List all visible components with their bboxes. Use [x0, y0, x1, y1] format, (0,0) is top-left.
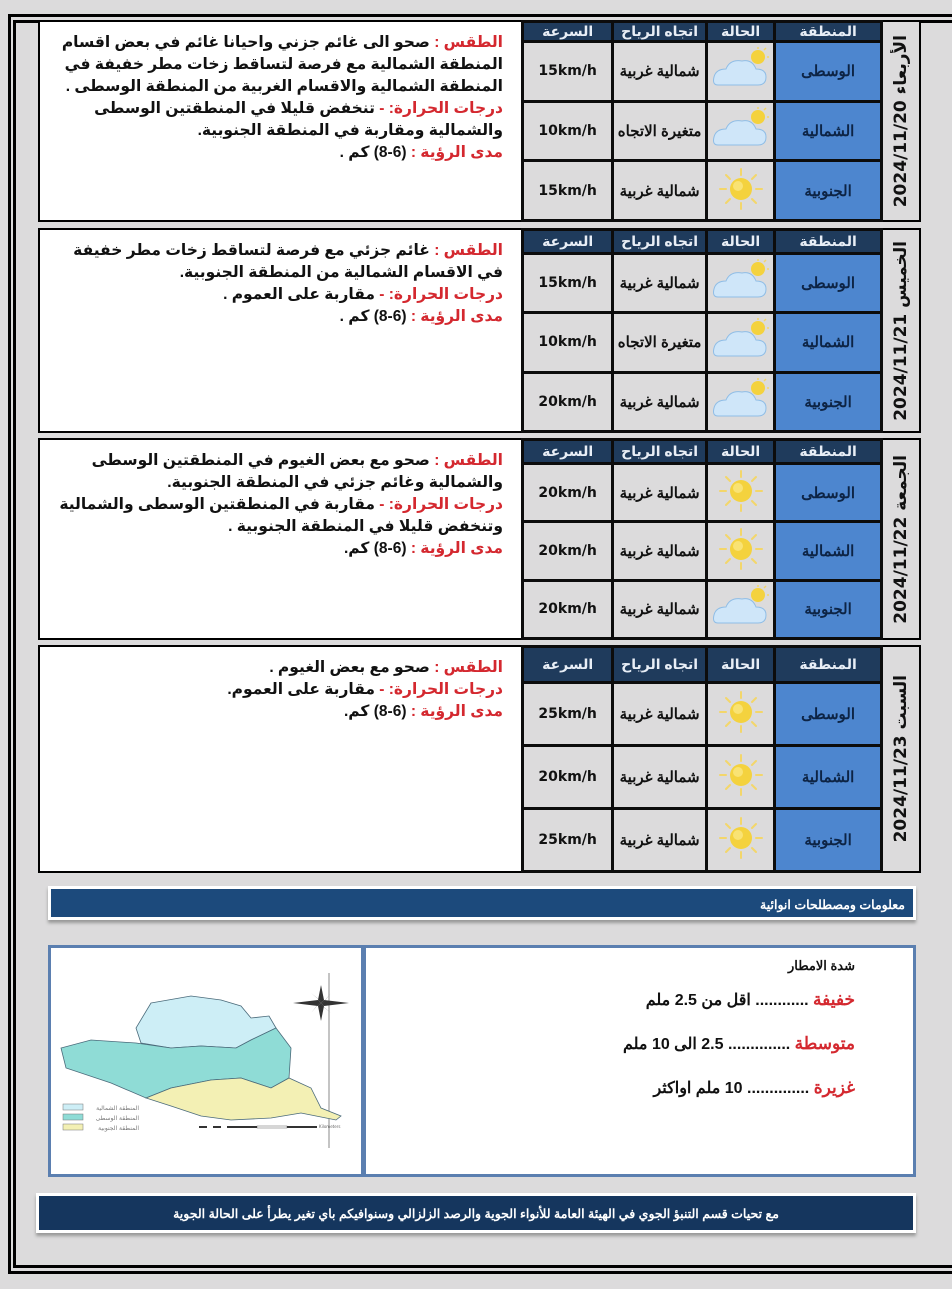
- condition-cell: [706, 161, 774, 221]
- visibility-text: (6-8) كم.: [343, 703, 407, 720]
- condition-cell: [706, 42, 774, 102]
- scale-bar: [199, 1124, 340, 1129]
- forecast-table-wrap: [521, 20, 921, 222]
- wind-speed-cell: 20km/h: [523, 580, 613, 638]
- day-forecast-block: [38, 438, 911, 640]
- sunny-icon: [712, 500, 770, 517]
- temperature-line: [52, 98, 503, 142]
- weather-text: غائم جزئي مع فرصة لتساقط زخات مطر خفيفة في الاقسام الشمالية من المنطقة الجنوبية.: [73, 242, 503, 281]
- legend-north: المنطقة الشمالية: [96, 1105, 139, 1112]
- temperature-line: [52, 679, 503, 701]
- weather-label: الطقس :: [434, 452, 503, 469]
- partly-cloudy-icon: [712, 616, 770, 633]
- visibility-line: [52, 306, 503, 328]
- table-header-row: [523, 647, 882, 683]
- wind-direction-cell: شمالية غربية: [613, 683, 707, 746]
- rain-intensity-value: اقل من 2.5 ملم: [645, 992, 751, 1009]
- header-wind-direction: اتجاه الرياح: [613, 440, 707, 464]
- temperature-line: [52, 494, 503, 538]
- rain-dots: ..............: [747, 1080, 810, 1097]
- weather-line: [52, 32, 503, 98]
- rain-intensity-value: 2.5 الى 10 ملم: [622, 1036, 724, 1053]
- forecast-table-wrap: [521, 438, 921, 640]
- temperature-text: تنخفض قليلا في المنطقتين الوسطى والشمالية ومقاربة في المنطقة الجنوبية.: [94, 100, 503, 139]
- visibility-text: (6-8) كم.: [343, 540, 407, 557]
- visibility-label: مدى الرؤية :: [410, 144, 503, 161]
- table-header-row: [523, 230, 882, 254]
- visibility-label: مدى الرؤية :: [410, 540, 503, 557]
- wind-direction-cell: شمالية غربية: [613, 254, 707, 313]
- day-date: الخميس 2024/11/21: [891, 240, 911, 421]
- condition-cell: [706, 254, 774, 313]
- sunny-icon: [712, 558, 770, 575]
- condition-cell: [706, 683, 774, 746]
- rain-dots: ............: [755, 992, 809, 1009]
- weather-line: [52, 450, 503, 494]
- table-header-row: [523, 440, 882, 464]
- header-region: المنطقة: [775, 230, 882, 254]
- partly-cloudy-icon: [712, 349, 770, 366]
- forecast-table: [521, 645, 883, 873]
- temperature-text: مقاربة على العموم .: [223, 286, 375, 303]
- temperature-line: [52, 284, 503, 306]
- partly-cloudy-icon: [712, 138, 770, 155]
- table-header-row: [523, 22, 882, 42]
- day-forecast-block: [38, 228, 911, 433]
- rain-intensity-item: [366, 1078, 855, 1098]
- condition-cell: [706, 580, 774, 638]
- day-date: السبت 2024/11/23: [891, 675, 911, 843]
- rain-intensity-label: متوسطة: [794, 1034, 855, 1053]
- weather-label: الطقس :: [434, 34, 503, 51]
- weather-label: الطقس :: [434, 659, 503, 676]
- compass-rose-icon: [293, 985, 349, 1021]
- date-column: [883, 438, 921, 640]
- table-row: [523, 746, 882, 809]
- forecast-description: [38, 228, 521, 433]
- iraq-map: [51, 948, 361, 1174]
- region-cell: الوسطى: [775, 683, 882, 746]
- rain-intensity-panel: [364, 945, 916, 1177]
- date-column: [883, 20, 921, 222]
- wind-direction-cell: متغيرة الاتجاه: [613, 101, 707, 161]
- forecast-table: [521, 228, 883, 433]
- region-cell: الجنوبية: [775, 372, 882, 431]
- wind-direction-cell: متغيرة الاتجاه: [613, 313, 707, 372]
- table-row: [523, 522, 882, 580]
- wind-direction-cell: شمالية غربية: [613, 809, 707, 872]
- wind-speed-cell: 10km/h: [523, 101, 613, 161]
- wind-speed-cell: 15km/h: [523, 254, 613, 313]
- legend-middle: المنطقة الوسطى: [95, 1115, 139, 1122]
- wind-direction-cell: شمالية غربية: [613, 372, 707, 431]
- header-region: المنطقة: [775, 647, 882, 683]
- date-column: [883, 645, 921, 873]
- wind-speed-cell: 25km/h: [523, 809, 613, 872]
- wind-direction-cell: شمالية غربية: [613, 464, 707, 522]
- wind-direction-cell: شمالية غربية: [613, 161, 707, 221]
- condition-cell: [706, 313, 774, 372]
- weather-label: الطقس :: [434, 242, 503, 259]
- region-cell: الجنوبية: [775, 809, 882, 872]
- region-cell: الشمالية: [775, 101, 882, 161]
- day-forecast-block: [38, 645, 911, 873]
- sunny-icon: [712, 847, 770, 864]
- header-wind-direction: اتجاه الرياح: [613, 647, 707, 683]
- temperature-text: مقاربة على العموم.: [227, 681, 375, 698]
- wind-speed-cell: 25km/h: [523, 683, 613, 746]
- wind-speed-cell: 20km/h: [523, 746, 613, 809]
- header-region: المنطقة: [775, 440, 882, 464]
- region-map: [48, 945, 364, 1177]
- table-row: [523, 42, 882, 102]
- table-row: [523, 683, 882, 746]
- partly-cloudy-icon: [712, 409, 770, 426]
- partly-cloudy-icon: [712, 290, 770, 307]
- region-cell: الجنوبية: [775, 580, 882, 638]
- forecast-table: [521, 20, 883, 222]
- header-condition: الحالة: [706, 440, 774, 464]
- forecast-table: [521, 438, 883, 640]
- temperature-label: درجات الحرارة: -: [379, 100, 503, 117]
- forecast-description: [38, 438, 521, 640]
- wind-direction-cell: شمالية غربية: [613, 42, 707, 102]
- header-wind-direction: اتجاه الرياح: [613, 230, 707, 254]
- weather-line: [52, 240, 503, 284]
- scale-unit: Kilometers: [319, 1124, 341, 1129]
- rain-intensity-item: [366, 1034, 855, 1054]
- weather-text: صحو الى غائم جزني واحيانا غائم في بعض اقسام المنطقة الشمالية مع فرصة لتساقط زخات مطر خفيفة في المنطقة الشمالية والاقسام الغربية من المنطقة الوسطى .: [61, 34, 503, 95]
- sunny-icon: [712, 721, 770, 738]
- visibility-label: مدى الرؤية :: [410, 703, 503, 720]
- wind-speed-cell: 20km/h: [523, 372, 613, 431]
- region-cell: الشمالية: [775, 313, 882, 372]
- rain-intensity-label: خفيفة: [813, 990, 855, 1009]
- day-date: الأربعاء 2024/11/20: [891, 34, 911, 208]
- table-row: [523, 161, 882, 221]
- forecast-description: [38, 20, 521, 222]
- table-row: [523, 809, 882, 872]
- legend-south: المنطقة الجنوبية: [98, 1125, 139, 1132]
- condition-cell: [706, 746, 774, 809]
- condition-cell: [706, 464, 774, 522]
- header-region: المنطقة: [775, 22, 882, 42]
- forecast-table-wrap: [521, 228, 921, 433]
- header-speed: السرعة: [523, 230, 613, 254]
- wind-speed-cell: 10km/h: [523, 313, 613, 372]
- visibility-line: [52, 142, 503, 164]
- visibility-text: (6-8) كم .: [339, 308, 407, 325]
- region-cell: الجنوبية: [775, 161, 882, 221]
- wind-speed-cell: 20km/h: [523, 522, 613, 580]
- rain-intensity-label: غزيرة: [813, 1078, 855, 1097]
- region-cell: الوسطى: [775, 42, 882, 102]
- weather-line: [52, 657, 503, 679]
- rain-dots: ..............: [727, 1036, 791, 1053]
- forecast-table-wrap: [521, 645, 921, 873]
- visibility-line: [52, 538, 503, 560]
- wind-direction-cell: شمالية غربية: [613, 746, 707, 809]
- footer-banner: مع تحيات قسم التنبؤ الجوي في الهيئة العامة للأنواء الجوية والرصد الزلزالي وسنوافيكم باي تغير يطرأ على الحالة الجوية: [36, 1193, 916, 1233]
- region-cell: الوسطى: [775, 254, 882, 313]
- table-row: [523, 372, 882, 431]
- rain-title: شدة الامطار: [787, 958, 855, 973]
- weather-text: صحو مع بعض الغيوم في المنطقتين الوسطى والشمالية وغائم جزئي في المنطقة الجنوبية.: [91, 452, 503, 491]
- sunny-icon: [712, 198, 770, 215]
- table-row: [523, 580, 882, 638]
- rain-intensity-item: [366, 990, 855, 1010]
- visibility-text: (6-8) كم .: [339, 144, 407, 161]
- temperature-label: درجات الحرارة: -: [379, 286, 503, 303]
- condition-cell: [706, 522, 774, 580]
- wind-direction-cell: شمالية غربية: [613, 522, 707, 580]
- condition-cell: [706, 101, 774, 161]
- weather-text: صحو مع بعض الغيوم .: [269, 659, 430, 676]
- header-speed: السرعة: [523, 440, 613, 464]
- wind-speed-cell: 20km/h: [523, 464, 613, 522]
- forecast-description: [38, 645, 521, 873]
- wind-direction-cell: شمالية غربية: [613, 580, 707, 638]
- partly-cloudy-icon: [712, 78, 770, 95]
- header-wind-direction: اتجاه الرياح: [613, 22, 707, 42]
- info-header: معلومات ومصطلحات انوائية: [48, 886, 916, 920]
- temperature-label: درجات الحرارة: -: [379, 496, 503, 513]
- header-condition: الحالة: [706, 230, 774, 254]
- visibility-line: [52, 701, 503, 723]
- region-cell: الشمالية: [775, 746, 882, 809]
- region-cell: الوسطى: [775, 464, 882, 522]
- day-date: الجمعة 2024/11/22: [891, 454, 911, 624]
- date-column: [883, 228, 921, 433]
- rain-intensity-value: 10 ملم اواكثر: [653, 1080, 743, 1097]
- header-condition: الحالة: [706, 647, 774, 683]
- header-speed: السرعة: [523, 22, 613, 42]
- sunny-icon: [712, 784, 770, 801]
- region-cell: الشمالية: [775, 522, 882, 580]
- table-row: [523, 101, 882, 161]
- table-row: [523, 464, 882, 522]
- temperature-text: مقاربة في المنطقتين الوسطى والشمالية وتنخفض قليلا في المنطقة الجنوبية .: [59, 496, 503, 535]
- condition-cell: [706, 372, 774, 431]
- wind-speed-cell: 15km/h: [523, 161, 613, 221]
- header-speed: السرعة: [523, 647, 613, 683]
- wind-speed-cell: 15km/h: [523, 42, 613, 102]
- temperature-label: درجات الحرارة: -: [379, 681, 503, 698]
- condition-cell: [706, 809, 774, 872]
- visibility-label: مدى الرؤية :: [410, 308, 503, 325]
- map-legend: [63, 1104, 139, 1132]
- day-forecast-block: [38, 20, 911, 222]
- header-condition: الحالة: [706, 22, 774, 42]
- table-row: [523, 254, 882, 313]
- table-row: [523, 313, 882, 372]
